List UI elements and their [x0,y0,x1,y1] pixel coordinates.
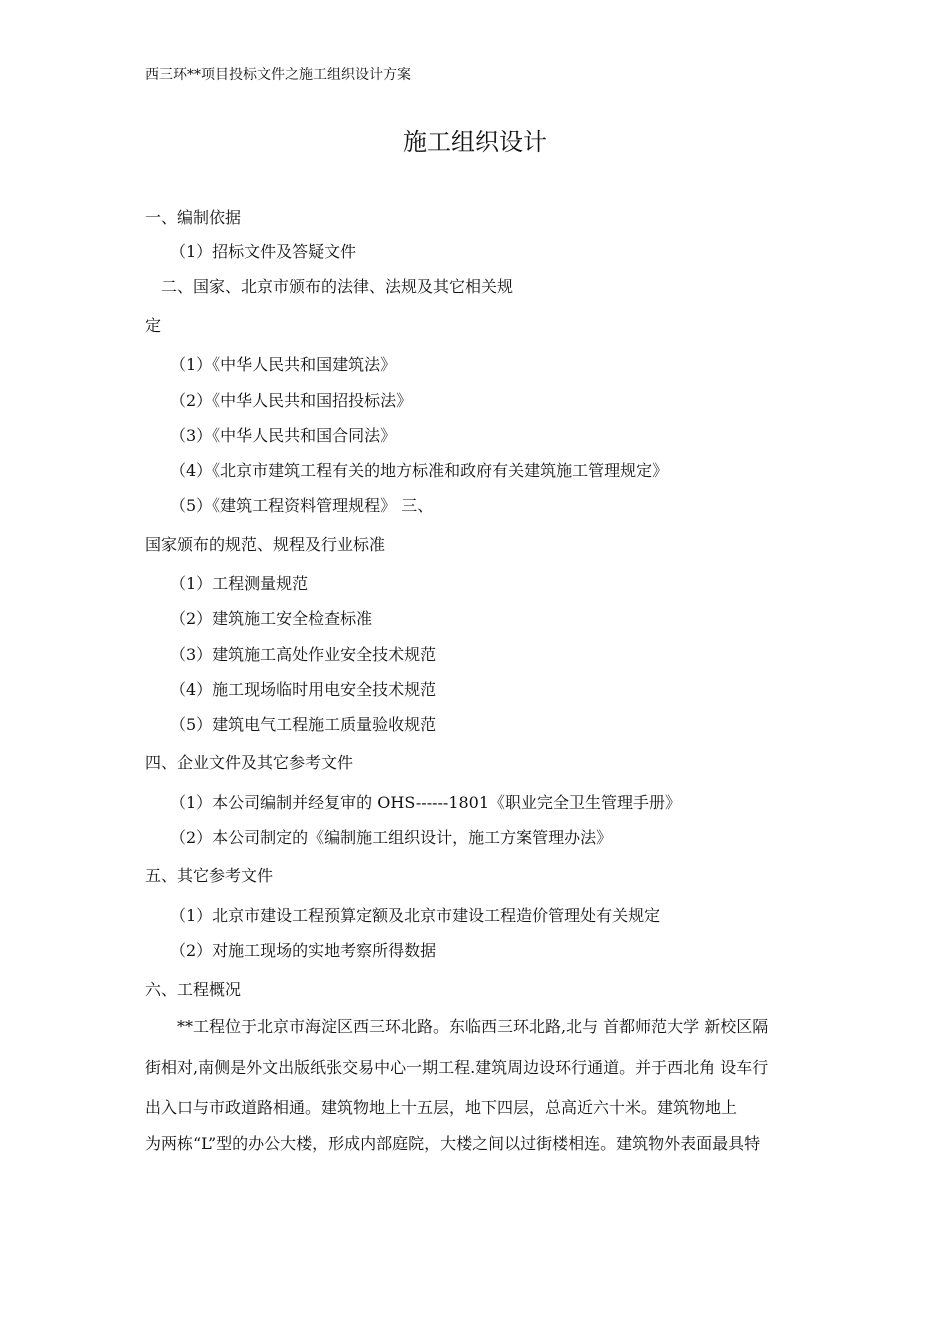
section-4-item: （2）本公司制定的《编制施工组织设计，施工方案管理办法》 [170,828,613,847]
paragraph-line: 为两栋“L”型的办公大楼，形成内部庭院，大楼之间以过街楼相连。建筑物外表面最具特 [145,1134,761,1153]
section-4-heading: 四、企业文件及其它参考文件 [145,753,354,772]
section-6-heading: 六、工程概况 [145,980,242,999]
page-header: 西三环**项目投标文件之施工组织设计方案 [145,67,411,83]
paragraph-line: **工程位于北京市海淀区西三环北路。东临西三环北路,北与 首都师范大学 新校区隔 [177,1017,769,1036]
section-2-item: （2）《中华人民共和国招投标法》 [170,391,413,410]
section-2-item: （1）《中华人民共和国建筑法》 [170,355,397,374]
section-4-item: （1）本公司编制并经复审的 OHS------1801《职业完全卫生管理手册》 [170,793,682,812]
document-title: 施工组织设计 [403,128,547,156]
paragraph-line: 出入口与市政道路相通。建筑物地上十五层，地下四层，总高近六十米。建筑物地上 [145,1098,738,1117]
section-3-item: （5）建筑电气工程施工质量验收规范 [170,715,437,734]
section-5-heading: 五、其它参考文件 [145,866,274,885]
section-5-item: （1）北京市建设工程预算定额及北京市建设工程造价管理处有关规定 [170,906,661,925]
section-2-item: （3）《中华人民共和国合同法》 [170,426,397,445]
section-5-item: （2）对施工现场的实地考察所得数据 [170,941,437,960]
section-3-item: （2）建筑施工安全检查标准 [170,609,373,628]
section-2-item: （4）《北京市建筑工程有关的地方标准和政府有关建筑施工管理规定》 [170,461,669,480]
section-3-item: （3）建筑施工高处作业安全技术规范 [170,645,437,664]
section-2-heading: 二、国家、北京市颁布的法律、法规及其它相关规 [161,277,514,296]
section-1-heading: 一、编制依据 [145,208,242,227]
section-2-item: （5）《建筑工程资料管理规程》 三、 [170,496,434,515]
paragraph-line: 街相对,南侧是外文出版纸张交易中心一期工程.建筑周边设环行通道。并于西北角 设车行 [145,1058,769,1077]
section-2-heading-continued: 定 [145,316,162,335]
project-overview-paragraph [145,1016,810,1166]
section-3-heading: 国家颁布的规范、规程及行业标准 [145,535,386,554]
section-1-item: （1）招标文件及答疑文件 [170,242,357,261]
section-3-item: （1）工程测量规范 [170,574,309,593]
section-3-item: （4）施工现场临时用电安全技术规范 [170,680,437,699]
